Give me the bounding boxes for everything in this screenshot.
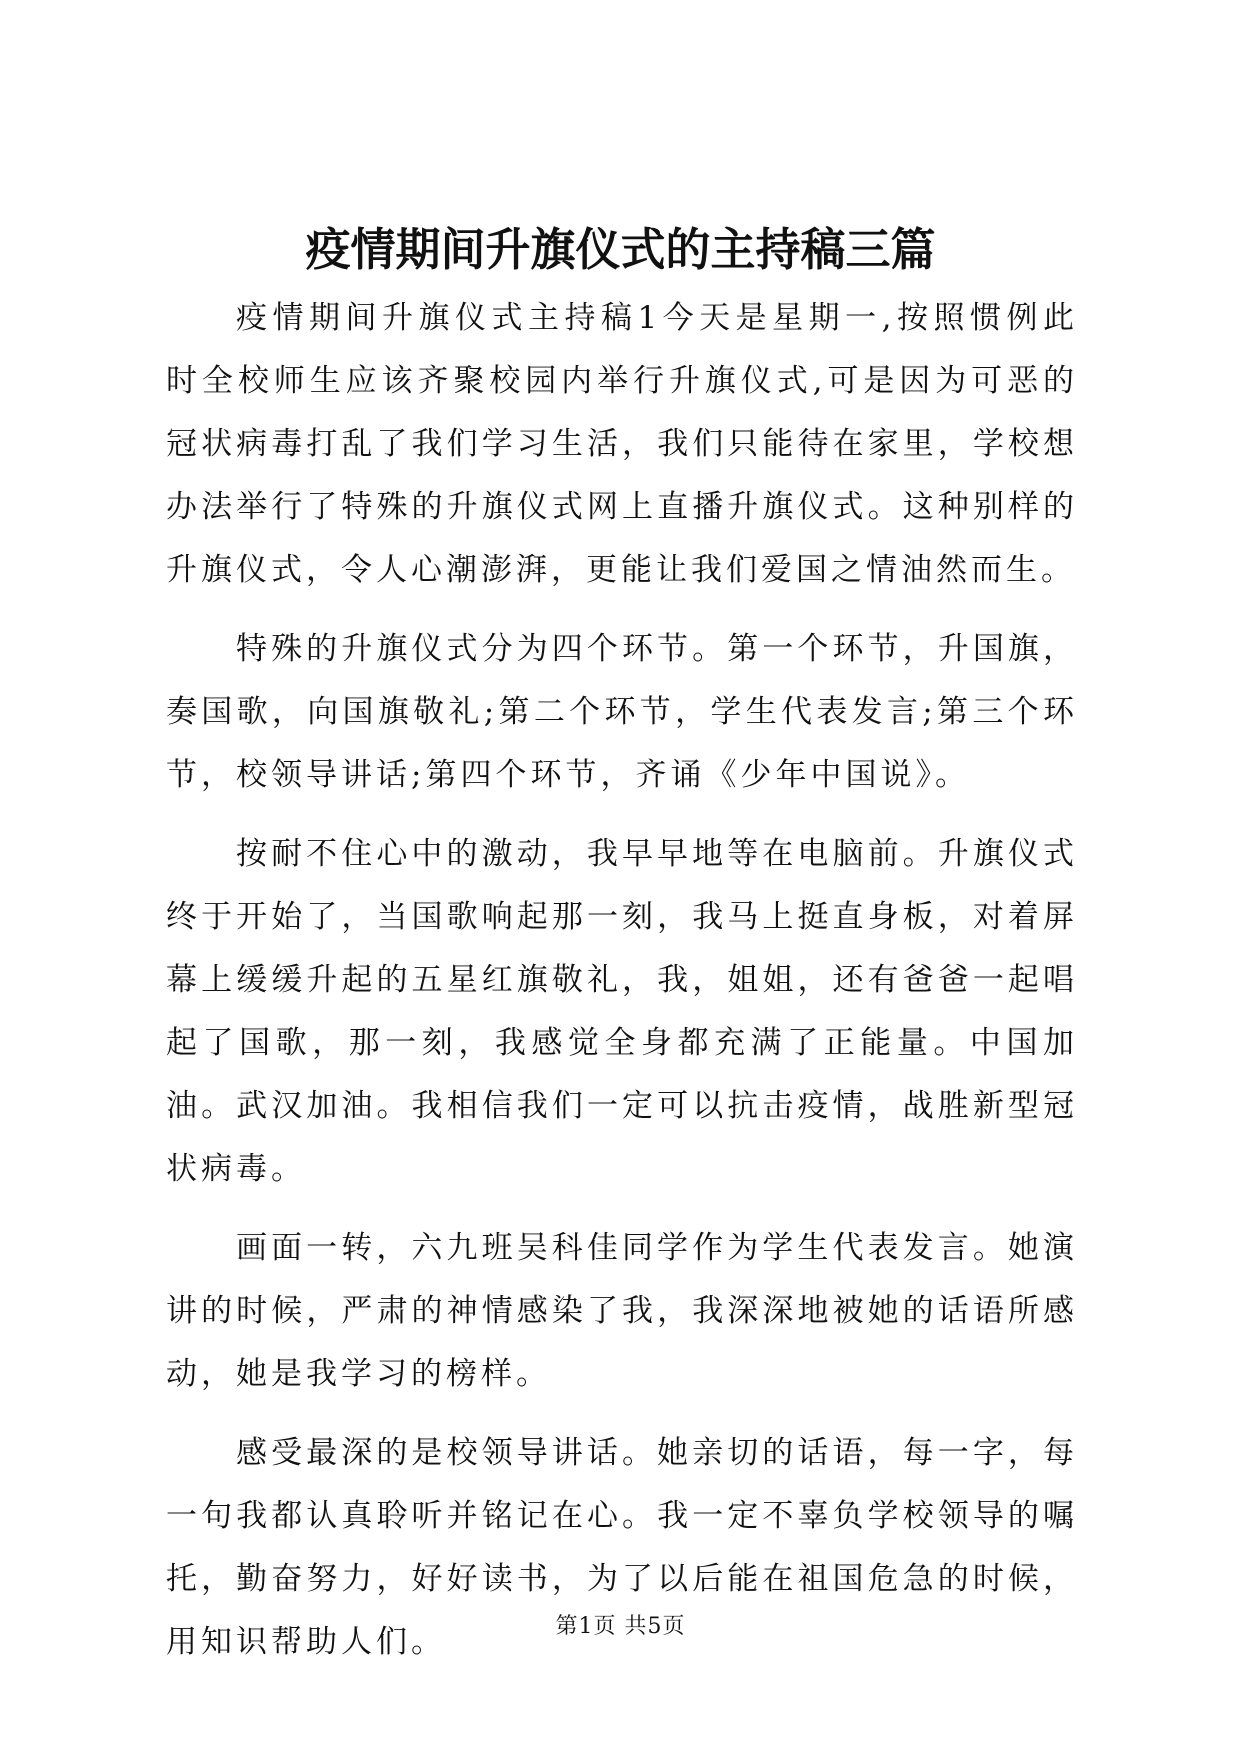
page-number-footer: 第1页 共5页 [555, 1614, 686, 1639]
document-title: 疫情期间升旗仪式的主持稿三篇 [305, 223, 936, 276]
paragraph-2: 特殊的升旗仪式分为四个环节。第一个环节，升国旗，奏国歌，向国旗敬礼;第二个环节，学生代表发言;第三个环节，校领导讲话;第四个环节，齐诵《少年中国说》。 [166, 631, 1078, 793]
paragraph-3: 按耐不住心中的激动，我早早地等在电脑前。升旗仪式终于开始了，当国歌响起那一刻，我马上挺直身板，对着屏幕上缓缓升起的五星红旗敬礼，我，姐姐，还有爸爸一起唱起了国歌，那一刻，我感觉全身都充满了正能量。中国加油。武汉加油。我相信我们一定可以抗击疫情，战胜新型冠状病毒。 [166, 836, 1078, 1187]
paragraph-4: 画面一转，六九班吴科佳同学作为学生代表发言。她演讲的时候，严肃的神情感染了我，我深深地被她的话语所感动，她是我学习的榜样。 [166, 1230, 1078, 1392]
paragraph-5: 感受最深的是校领导讲话。她亲切的话语，每一字，每一句我都认真聆听并铭记在心。我一定不辜负学校领导的嘱托，勤奋努力，好好读书，为了以后能在祖国危急的时候，用知识帮助人们。 [166, 1435, 1078, 1660]
document-body [166, 287, 1078, 1690]
paragraph-1: 疫情期间升旗仪式主持稿1今天是星期一,按照惯例此时全校师生应该齐聚校园内举行升旗仪式,可是因为可恶的冠状病毒打乱了我们学习生活，我们只能待在家里，学校想办法举行了特殊的升旗仪式网上直播升旗仪式。这种别样的升旗仪式，令人心潮澎湃，更能让我们爱国之情油然而生。 [166, 300, 1078, 588]
